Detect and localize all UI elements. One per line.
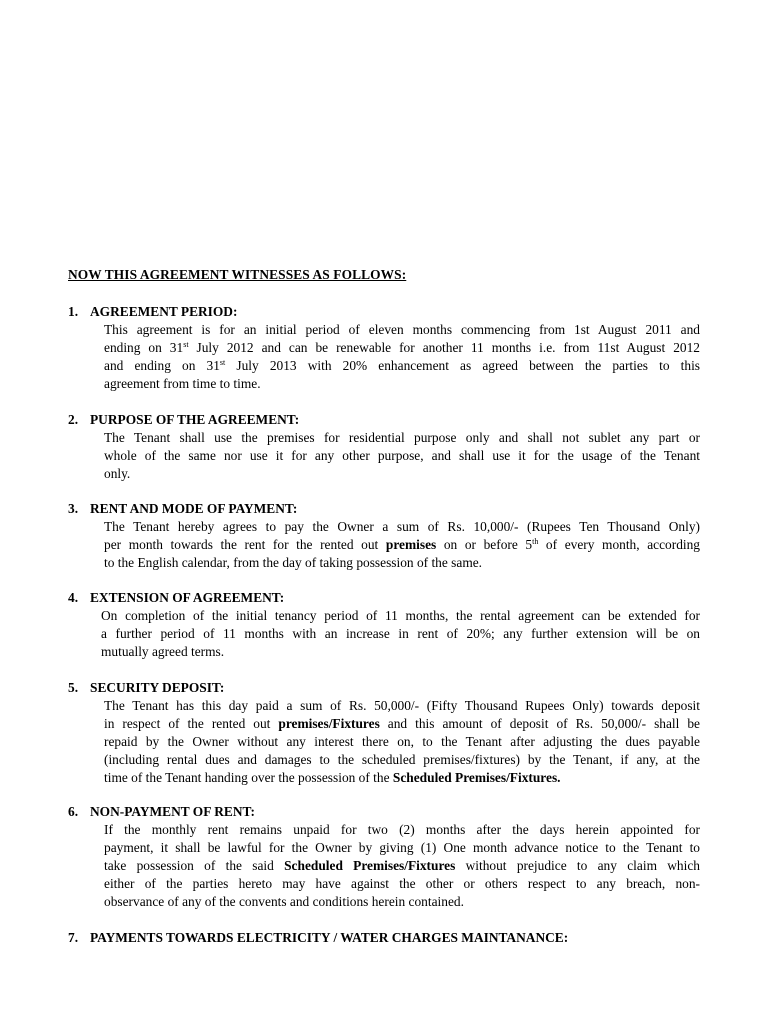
- section-number: 5.: [68, 680, 79, 695]
- text-run: On completion of the initial tenancy period of 11 months, the rental agreement can be extended for: [101, 608, 700, 623]
- section-electricity-water: [68, 929, 700, 947]
- body-line: [101, 625, 700, 643]
- section-title-text: NON-PAYMENT OF RENT:: [90, 804, 255, 819]
- text-run: either of the parties hereto may have against the other or others respect to any breach, non-: [104, 876, 700, 891]
- bold-term: premises: [385, 537, 437, 552]
- body-line: [101, 643, 700, 661]
- section-title-text: PURPOSE OF THE AGREEMENT:: [90, 412, 300, 427]
- bold-term: Scheduled Premises/Fixtures.: [392, 770, 561, 785]
- section-title-text: AGREEMENT PERIOD:: [90, 304, 238, 319]
- section-extension: [68, 589, 700, 661]
- section-body: [104, 429, 700, 483]
- text-run: July 2013 with 20% enhancement as agreed between the parties to this: [225, 358, 701, 373]
- bold-term: premises/Fixtures: [278, 716, 380, 731]
- body-line: [104, 357, 700, 375]
- section-security-deposit: [68, 679, 700, 787]
- section-number: 6.: [68, 804, 79, 819]
- body-line: [104, 554, 700, 572]
- section-title: [68, 929, 700, 947]
- text-run: only.: [104, 466, 131, 481]
- body-line: [104, 375, 700, 393]
- text-run: agreement from time to time.: [104, 376, 261, 391]
- section-title: [68, 500, 700, 518]
- body-line: [104, 518, 700, 536]
- body-line: [104, 715, 700, 733]
- body-line: [104, 339, 700, 357]
- text-run: July 2012 and can be renewable for another 11 months i.e. from 11st August 2012: [188, 340, 700, 355]
- body-line: [104, 465, 700, 483]
- body-line: [104, 733, 700, 751]
- text-run: This agreement is for an initial period of eleven months commencing from 1st August 2011 and: [104, 322, 700, 337]
- text-run: a further period of 11 months with an increase in rent of 20%; any further extension will be on: [101, 626, 700, 641]
- superscript: th: [532, 537, 539, 546]
- text-run: per month towards the rent for the rented out: [104, 537, 386, 552]
- body-line: [104, 821, 700, 839]
- text-run: without prejudice to any claim which: [455, 858, 700, 873]
- text-run: mutually agreed terms.: [101, 644, 225, 659]
- text-run: of every month, according: [538, 537, 701, 552]
- section-number: 4.: [68, 590, 79, 605]
- section-title-text: PAYMENTS TOWARDS ELECTRICITY / WATER CHARGES MAINTANANCE:: [90, 930, 569, 945]
- section-non-payment: [68, 803, 700, 911]
- superscript: st: [183, 340, 189, 349]
- text-run: If the monthly rent remains unpaid for two (2) months after the days herein appointed for: [104, 822, 700, 837]
- section-body: [104, 821, 700, 911]
- section-purpose: [68, 411, 700, 483]
- section-number: 1.: [68, 304, 79, 319]
- text-run: The Tenant shall use the premises for residential purpose only and shall not sublet any part or: [104, 430, 700, 445]
- section-agreement-period: [68, 303, 700, 393]
- text-run: and ending on 31: [104, 358, 220, 373]
- body-line: [104, 769, 700, 787]
- section-title-text: SECURITY DEPOSIT:: [90, 680, 225, 695]
- body-line: [104, 857, 700, 875]
- section-body: [104, 697, 700, 787]
- body-line: [104, 697, 700, 715]
- superscript: st: [219, 358, 226, 367]
- text-run: take possession of the said: [104, 858, 285, 873]
- section-body: [104, 321, 700, 393]
- section-rent-payment: [68, 500, 700, 572]
- text-run: to the English calendar, from the day of taking possession of the same.: [104, 555, 483, 570]
- text-run: (including rental dues and damages to the scheduled premises/fixtures) by the Tenant, if any, at the: [104, 752, 700, 767]
- body-line: [104, 893, 700, 911]
- section-number: 2.: [68, 412, 79, 427]
- text-run: The Tenant hereby agrees to pay the Owner a sum of Rs. 10,000/- (Rupees Ten Thousand Only): [104, 519, 700, 534]
- section-number: 3.: [68, 501, 79, 516]
- text-run: time of the Tenant handing over the possession of the: [104, 770, 393, 785]
- section-body: [101, 607, 700, 661]
- text-run: observance of any of the convents and conditions herein contained.: [104, 894, 464, 909]
- text-run: and this amount of deposit of Rs. 50,000/- shall be: [379, 716, 700, 731]
- body-line: [101, 607, 700, 625]
- section-title: [68, 303, 700, 321]
- section-title-text: RENT AND MODE OF PAYMENT:: [90, 501, 298, 516]
- section-title: [68, 589, 700, 607]
- bold-term: Scheduled Premises/Fixtures: [284, 858, 456, 873]
- section-number: 7.: [68, 930, 79, 945]
- text-run: repaid by the Owner without any interest there on, to the Tenant after adjusting the dues payable: [104, 734, 700, 749]
- text-run: whole of the same nor use it for any other purpose, and shall use it for the usage of the Tenant: [104, 448, 700, 463]
- section-title: [68, 679, 700, 697]
- agreement-heading: NOW THIS AGREEMENT WITNESSES AS FOLLOWS:: [68, 267, 407, 282]
- body-line: [104, 839, 700, 857]
- body-line: [104, 751, 700, 769]
- body-line: [104, 536, 700, 554]
- body-line: [104, 875, 700, 893]
- section-title-text: EXTENSION OF AGREEMENT:: [90, 590, 285, 605]
- body-line: [104, 447, 700, 465]
- body-line: [104, 429, 700, 447]
- body-line: [104, 321, 700, 339]
- section-body: [104, 518, 700, 572]
- section-title: [68, 411, 700, 429]
- text-run: on or before 5: [436, 537, 533, 552]
- section-title: [68, 803, 700, 821]
- text-run: payment, it shall be lawful for the Owner by giving (1) One month advance notice to the Tenant to: [104, 840, 700, 855]
- text-run: The Tenant has this day paid a sum of Rs. 50,000/- (Fifty Thousand Rupees Only) towards deposit: [104, 698, 700, 713]
- text-run: ending on 31: [104, 340, 184, 355]
- text-run: in respect of the rented out: [104, 716, 279, 731]
